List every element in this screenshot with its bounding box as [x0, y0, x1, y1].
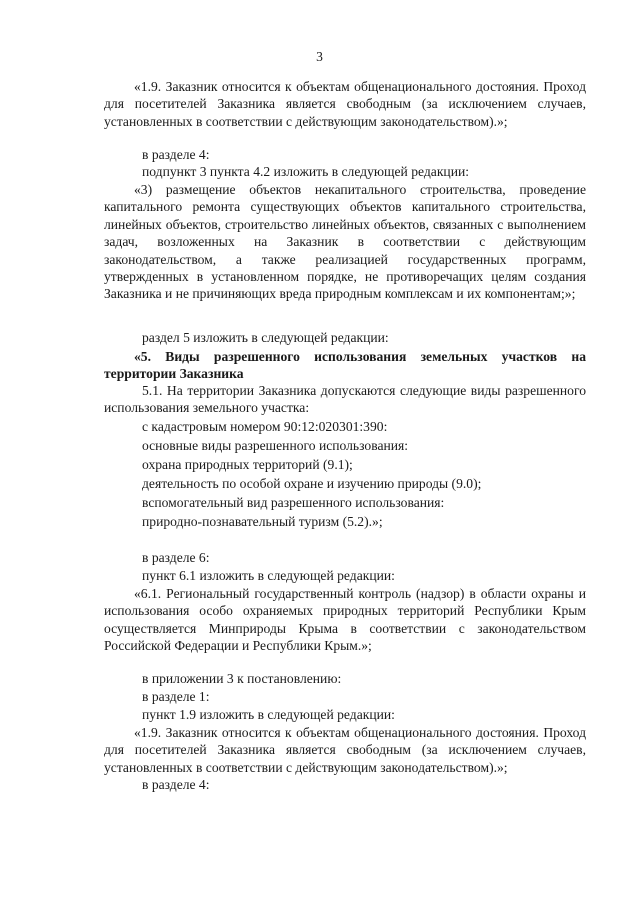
paragraph-1-9-reserve-status: «1.9. Заказник относится к объектам общенационального достояния. Проход для посетителей Заказника является свободным (за исключением случаев, установленных в соответствии с действующим законодательством).»; [104, 79, 586, 129]
paragraph-6-1-text: «6.1. Региональный государственный контроль (надзор) в области охраны и использования особо охраняемых природных территорий Республики Крым осуществляется Минприроды Крыма в соответствии с законодательством Российской Федерации и Республики Крым.»; [104, 586, 586, 654]
paragraph-cadastral-number: с кадастровым номером 90:12:020301:390: [142, 419, 388, 434]
paragraph-1-9-repeat: «1.9. Заказник относится к объектам общенационального достояния. Проход для посетителей Заказника является свободным (за исключением случаев, установленных в соответствии с действующим законодательством).»; [104, 725, 586, 775]
paragraph-nature-protection: охрана природных территорий (9.1); [142, 457, 353, 472]
page-number: 3 [316, 49, 323, 64]
paragraph-item-1-9-instruction: пункт 1.9 изложить в следующей редакции: [142, 707, 395, 722]
paragraph-subitem-3-text: «3) размещение объектов некапитального строительства, проведение капитального ремонта существующих объектов капитального строительства, линейных объектов, строительство линейных объектов, связанных с выполнением задач, возложенных на Заказник в соответствии с действующим законодательством, а также реализацией государственных программ, утвержденных в установленном порядке, не противоречащих целям создания Заказника и не причиняющих вреда природным комплексам и их компонентам;»; [104, 182, 586, 302]
paragraph-eco-tourism: природно-познавательный туризм (5.2).»; [142, 514, 383, 529]
paragraph-section-5-instruction: раздел 5 изложить в следующей редакции: [142, 330, 389, 345]
paragraph-special-protection: деятельность по особой охране и изучению природы (9.0); [142, 476, 482, 491]
section-5-heading: «5. Виды разрешенного использования земельных участков на территории Заказника [104, 349, 586, 382]
paragraph-section-4: в разделе 4: [142, 147, 210, 162]
paragraph-item-6-1-instruction: пункт 6.1 изложить в следующей редакции: [142, 568, 395, 583]
paragraph-section-4-repeat: в разделе 4: [142, 777, 210, 792]
paragraph-appendix-3: в приложении 3 к постановлению: [142, 671, 342, 686]
paragraph-subitem-3-instruction: подпункт 3 пункта 4.2 изложить в следующей редакции: [142, 164, 470, 179]
paragraph-main-uses: основные виды разрешенного использования: [142, 438, 409, 453]
paragraph-5-1: 5.1. На территории Заказника допускаются следующие виды разрешенного использования земельного участка: [104, 383, 586, 416]
paragraph-section-6: в разделе 6: [142, 550, 210, 565]
paragraph-auxiliary-use: вспомогательный вид разрешенного использования: [142, 495, 445, 510]
paragraph-section-1: в разделе 1: [142, 689, 210, 704]
